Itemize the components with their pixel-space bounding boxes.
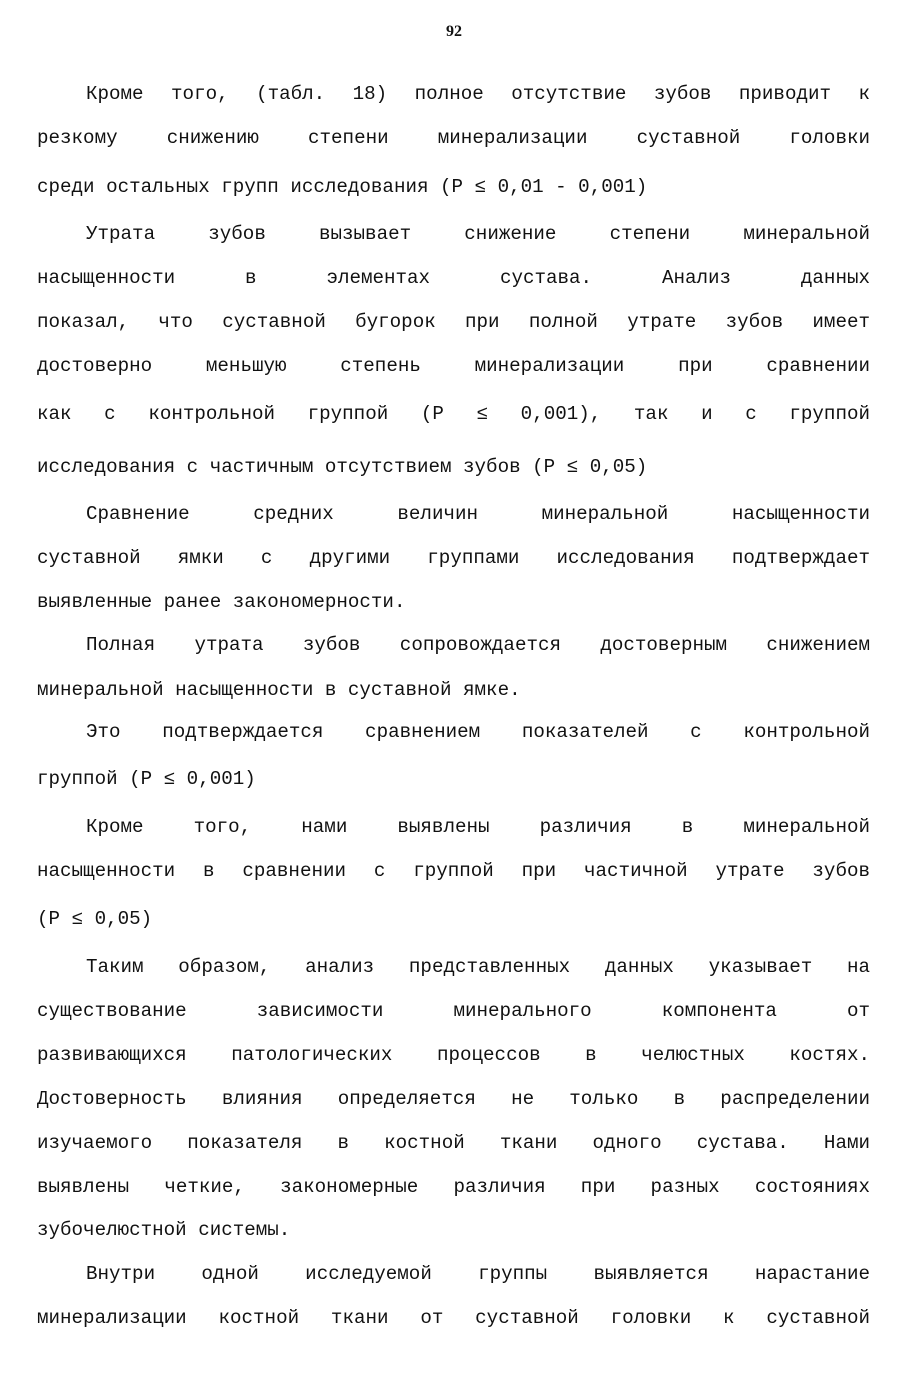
text-line: исследования с частичным отсутствием зубов (P ≤ 0,05) <box>37 456 648 478</box>
text-line: минеральной насыщенности в суставной ямке. <box>37 679 521 701</box>
text-line: зубочелюстной системы. <box>37 1219 291 1241</box>
text-line: насыщенности в сравнении с группой при частичной утрате зубов <box>37 860 870 882</box>
text-line: Внутри одной исследуемой группы выявляется нарастание <box>86 1263 870 1285</box>
text-line: Кроме того, нами выявлены различия в минеральной <box>86 816 870 838</box>
text-line: показал, что суставной бугорок при полной утрате зубов имеет <box>37 311 870 333</box>
text-line: Полная утрата зубов сопровождается достоверным снижением <box>86 634 870 656</box>
text-line: выявлены четкие, закономерные различия при разных состояниях <box>37 1176 870 1198</box>
text-line: Сравнение средних величин минеральной насыщенности <box>86 503 870 525</box>
text-line: развивающихся патологических процессов в челюстных костях. <box>37 1044 870 1066</box>
text-line: Утрата зубов вызывает снижение степени минеральной <box>86 223 870 245</box>
text-line: (P ≤ 0,05) <box>37 908 153 930</box>
page-number: 92 <box>446 23 462 40</box>
text-line: достоверно меньшую степень минерализации при сравнении <box>37 355 870 377</box>
text-line: Кроме того, (табл. 18) полное отсутствие зубов приводит к <box>86 83 870 105</box>
text-line: группой (P ≤ 0,001) <box>37 768 256 790</box>
text-line: существование зависимости минерального компонента от <box>37 1000 870 1022</box>
text-line: выявленные ранее закономерности. <box>37 591 406 613</box>
text-line: среди остальных групп исследования (P ≤ 0,01 - 0,001) <box>37 176 648 198</box>
text-line: насыщенности в элементах сустава. Анализ данных <box>37 267 870 289</box>
text-line: Достоверность влияния определяется не только в распределении <box>37 1088 870 1110</box>
text-line: как с контрольной группой (P ≤ 0,001), так и с группой <box>37 403 870 425</box>
text-line: изучаемого показателя в костной ткани одного сустава. Нами <box>37 1132 870 1154</box>
text-line: резкому снижению степени минерализации суставной головки <box>37 127 870 149</box>
text-line: минерализации костной ткани от суставной головки к суставной <box>37 1307 870 1329</box>
text-line: Таким образом, анализ представленных данных указывает на <box>86 956 870 978</box>
text-line: суставной ямки с другими группами исследования подтверждает <box>37 547 870 569</box>
text-line: Это подтверждается сравнением показателей с контрольной <box>86 721 870 743</box>
